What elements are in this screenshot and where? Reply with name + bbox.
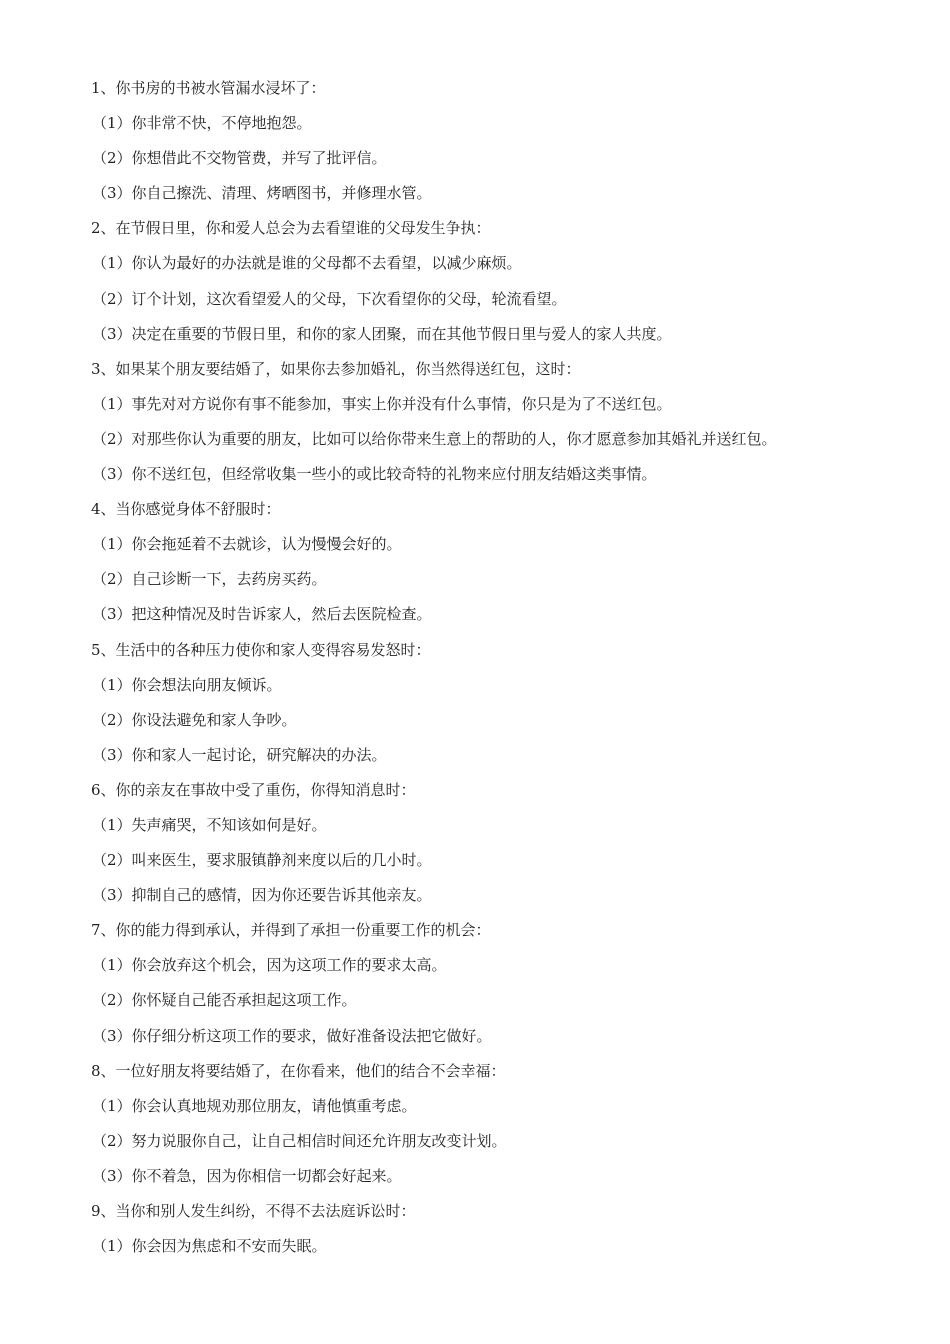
- question-5-option-2: （2）你设法避免和家人争吵。: [92, 710, 297, 729]
- question-9-option-1: （1）你会因为焦虑和不安而失眠。: [92, 1237, 327, 1256]
- question-5: 5、生活中的各种压力使你和家人变得容易发怒时：: [91, 640, 431, 659]
- question-8-option-2: （2）努力说服你自己，让自己相信时间还允许朋友改变计划。: [92, 1131, 507, 1150]
- question-4-option-2: （2）自己诊断一下，去药房买药。: [92, 570, 327, 589]
- question-4-option-3: （3）把这种情况及时告诉家人，然后去医院检查。: [92, 605, 432, 624]
- question-6-option-3: （3）抑制自己的感情，因为你还要告诉其他亲友。: [92, 886, 432, 905]
- question-2-option-3: （3）决定在重要的节假日里，和你的家人团聚，而在其他节假日里与爱人的家人共度。: [92, 324, 672, 343]
- question-3: 3、如果某个朋友要结婚了，如果你去参加婚礼，你当然得送红包，这时：: [91, 359, 581, 378]
- question-8-option-3: （3）你不着急，因为你相信一切都会好起来。: [92, 1166, 402, 1185]
- question-5-option-1: （1）你会想法向朋友倾诉。: [92, 675, 282, 694]
- question-3-option-2: （2）对那些你认为重要的朋友，比如可以给你带来生意上的帮助的人，你才愿意参加其婚礼并送红包。: [92, 429, 777, 448]
- question-8: 8、一位好朋友将要结婚了，在你看来，他们的结合不会幸福：: [91, 1061, 506, 1080]
- question-7: 7、你的能力得到承认，并得到了承担一份重要工作的机会：: [91, 921, 491, 940]
- question-2-option-2: （2）订个计划，这次看望爱人的父母，下次看望你的父母，轮流看望。: [92, 289, 567, 308]
- question-5-option-3: （3）你和家人一起讨论，研究解决的办法。: [92, 745, 387, 764]
- question-2: 2、在节假日里，你和爱人总会为去看望谁的父母发生争执：: [91, 219, 491, 238]
- question-3-option-3: （3）你不送红包，但经常收集一些小的或比较奇特的礼物来应付朋友结婚这类事情。: [92, 465, 657, 484]
- question-7-option-1: （1）你会放弃这个机会，因为这项工作的要求太高。: [92, 956, 447, 975]
- question-1-option-1: （1）你非常不快，不停地抱怨。: [92, 114, 312, 133]
- question-6-option-1: （1）失声痛哭，不知该如何是好。: [92, 815, 327, 834]
- question-9: 9、当你和别人发生纠纷，不得不去法庭诉讼时：: [91, 1202, 416, 1220]
- question-6: 6、你的亲友在事故中受了重伤，你得知消息时：: [91, 780, 416, 799]
- question-1-option-2: （2）你想借此不交物管费，并写了批评信。: [92, 149, 387, 168]
- question-4: 4、当你感觉身体不舒服时：: [91, 500, 281, 519]
- question-1: 1、你书房的书被水管漏水浸坏了：: [91, 79, 326, 97]
- question-7-option-3: （3）你仔细分析这项工作的要求，做好准备设法把它做好。: [92, 1026, 492, 1045]
- question-3-option-1: （1）事先对对方说你有事不能参加，事实上你并没有什么事情，你只是为了不送红包。: [92, 394, 672, 413]
- question-1-option-3: （3）你自己擦洗、清理、烤晒图书，并修理水管。: [92, 184, 432, 203]
- question-6-option-2: （2）叫来医生，要求服镇静剂来度以后的几小时。: [92, 851, 432, 870]
- question-7-option-2: （2）你怀疑自己能否承担起这项工作。: [92, 991, 357, 1010]
- question-4-option-1: （1）你会拖延着不去就诊，认为慢慢会好的。: [92, 535, 402, 554]
- question-8-option-1: （1）你会认真地规劝那位朋友，请他慎重考虑。: [92, 1096, 417, 1115]
- questionnaire-body: [91, 76, 891, 1269]
- question-2-option-1: （1）你认为最好的办法就是谁的父母都不去看望，以减少麻烦。: [92, 254, 522, 273]
